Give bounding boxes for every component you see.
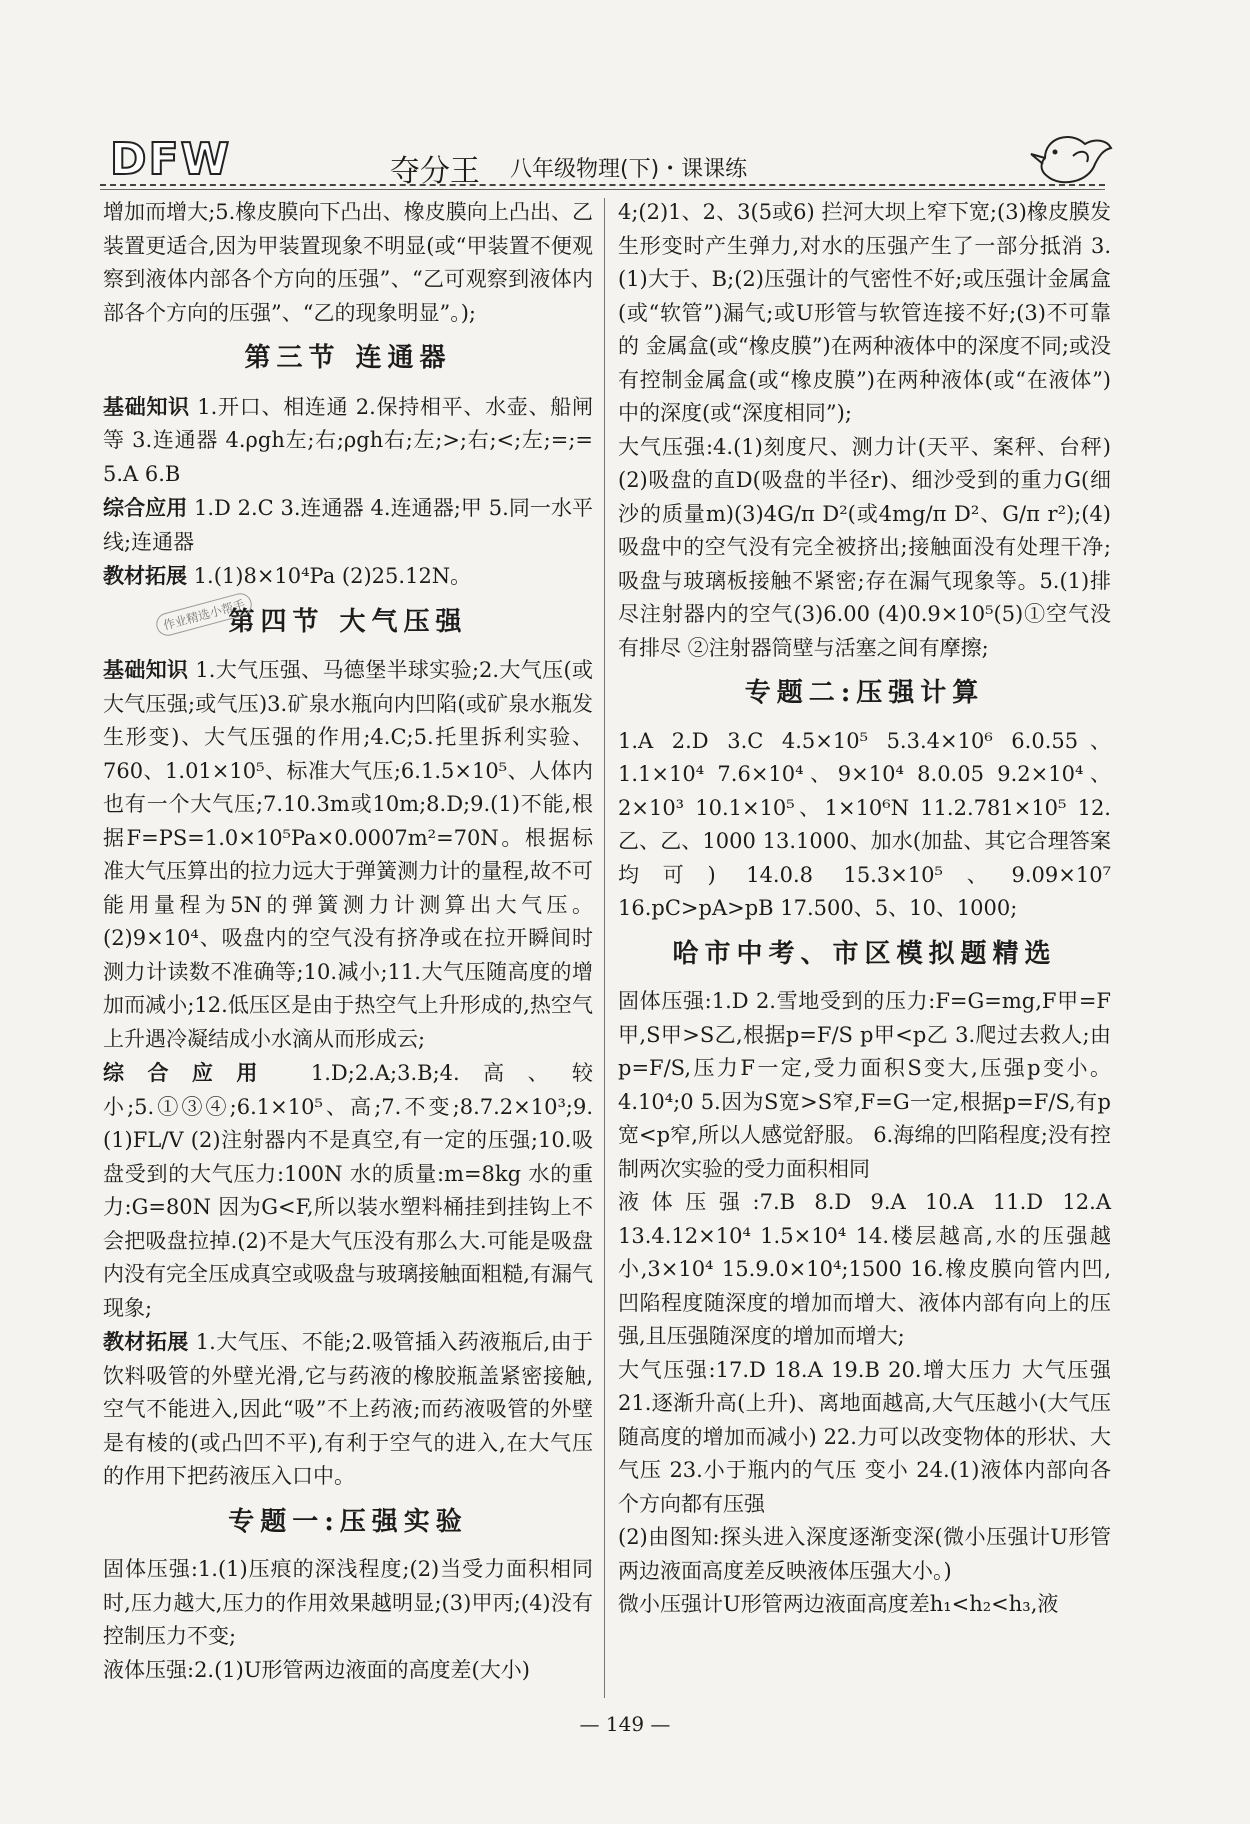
paragraph-text: 固体压强:1.(1)压痕的深浅程度;(2)当受力面积相同时,压力越大,压力的作用效果越明显;(3)甲丙;(4)没有控制压力不变; — [103, 1557, 593, 1648]
section-heading — [618, 938, 1111, 972]
paragraph-label: 综合应用 — [103, 495, 188, 520]
paragraph — [103, 1325, 593, 1494]
paragraph-text: 固体压强:1.D 2.雪地受到的压力:F=G=mg,F甲=F甲,S甲>S乙,根据p=F/S p甲<p乙 3.爬过去救人;由p=F/S,压力F一定,受力面积S变大,压强p变小。 4.10⁴;0 5.因为S宽>S窄,F=G一定,根据p=F/S,有p宽<p窄,所以人感觉舒服。 6.海绵的凹陷程度;没有控制两次实验的受力面积相同 — [618, 989, 1111, 1181]
paragraph — [103, 1553, 593, 1654]
paragraph — [618, 725, 1111, 926]
paragraph-text: 1.大气压、不能;2.吸管插入药液瓶后,由于饮料吸管的外壁光滑,它与药液的橡胶瓶盖紧密接触,空气不能进入,因此“吸”不上药液;而药液吸管的外壁是有棱的(或凸凹不平),有利于空气的进入,在大气压的作用下把药液压入口中。 — [103, 1330, 594, 1488]
book-subtitle: 八年级物理(下)・课课练 — [510, 157, 748, 182]
paragraph-text: 1.大气压强、马德堡半球实验;2.大气压(或大气压强;或气压)3.矿泉水瓶向内凹陷(或矿泉水瓶发生形变)、大气压强的作用;4.C;5.托里拆利实验、760、1.01×10⁵、标准大气压;6.1.5×10⁵、人体内也有一个大气压;7.10.3m或10m;8.D;9.(1)不能,根据F=PS=1.0×10⁵Pa×0.0007m²=70N。根据标准大气压算出的拉力远大于弹簧测力计的量程,故不可能用量程为5N的弹簧测力计测算出大气压。(2)9×10⁴、吸盘内的空气没有挤净或在拉开瞬间时测力计读数不准确等;10.减小;11.大气压随高度的增加而减小;12.低压区是由于热空气上升形成的,热空气上升遇冷凝结成小水滴从而形成云; — [103, 658, 594, 1051]
section-heading-text: 专题一:压强实验 — [228, 1506, 468, 1537]
bird-icon — [1025, 118, 1115, 194]
paragraph — [618, 1186, 1111, 1354]
paragraph-text: 1.A 2.D 3.C 4.5×10⁵ 5.3.4×10⁶ 6.0.55、1.1×10⁴ 7.6×10⁴、9×10⁴ 8.0.05 9.2×10⁴、2×10³ 10.1×10⁵、1×10⁶N 11.2.781×10⁵ 12.乙、乙、1000 13.1000、加水(加盐、其它合理答案均可) 14.0.8 15.3×10⁵、9.09×10⁷ 16.pC>pA>pB 17.500、5、10、1000; — [618, 728, 1111, 920]
section-heading — [618, 677, 1111, 711]
paragraph-text: 增加而增大;5.橡皮膜向下凸出、橡皮膜向上凸出、乙装置更适合,因为甲装置现象不明显(或“甲装置不便观察到液体内部各个方向的压强”、“乙可观察到液体内部各个方向的压强”、“乙的现象明显”。); — [103, 200, 593, 325]
book-title: 夺分王 — [390, 154, 480, 189]
paragraph — [618, 1521, 1111, 1588]
column-divider — [604, 198, 605, 1698]
logo: DFW — [110, 134, 232, 185]
section-heading — [103, 1506, 593, 1540]
paragraph-text: 4;(2)1、2、3(5或6) 拦河大坝上窄下宽;(3)橡皮膜发生形变时产生弹力,对水的压强产生了一部分抵消 3.(1)大于、B;(2)压强计的气密性不好;或压强计金属盒(或“软管”)漏气;或U形管与软管连接不好;(3)不可靠的 金属盒(或“橡皮膜”)在两种液体中的深度不同;或没有控制金属盒(或“橡皮膜”)在两种液体(或“在液体”)中的深度(或“深度相同”); — [618, 200, 1111, 425]
paragraph-text: 大气压强:4.(1)刻度尺、测力计(天平、案秤、台秤)(2)吸盘的直D(吸盘的半径r)、细沙受到的重力G(细沙的质量m)(3)4G/π D²(或4mg/π D²、G/π r²);(4)吸盘中的空气没有完全被挤出;接触面没有处理干净;吸盘与玻璃板接触不紧密;存在漏气现象等。5.(1)排尽注射器内的空气(3)6.00 (4)0.9×10⁵(5)①空气没有排尽 ②注射器筒壁与活塞之间有摩擦; — [618, 434, 1111, 660]
paragraph-text: 液体压强:7.B 8.D 9.A 10.A 11.D 12.A 13.4.12×10⁴ 1.5×10⁴ 14.楼层越高,水的压强越小,3×10⁴ 15.9.0×10⁴;1500 16.橡皮膜向管内凹,凹陷程度随深度的增加而增大、液体内部有向上的压强,且压强随深度的增加而增大; — [618, 1190, 1111, 1348]
left-column — [103, 196, 593, 1687]
paragraph-label: 综合应用 — [103, 1060, 281, 1085]
paragraph-text: 1.(1)8×10⁴Pa (2)25.12N。 — [187, 564, 472, 588]
paragraph-text: 1.D;2.A;3.B;4.高、较小;5.①③④;6.1×10⁵、高;7.不变;8.7.2×10³;9.(1)FL/V (2)注射器内不是真空,有一定的压强;10.吸盘受到的大气压力:100N 水的质量:m=8kg 水的重力:G=80N 因为G<F,所以装水塑料桶挂到挂钩上不会把吸盘拉掉.(2)不是大气压没有那么大.可能是吸盘内没有完全压成真空或吸盘与玻璃接触面粗糙,有漏气现象; — [103, 1061, 594, 1320]
paragraph — [103, 1654, 593, 1688]
paragraph-text: (2)由图知:探头进入深度逐渐变深(微小压强计U形管两边液面高度差反映液体压强大小。) — [618, 1525, 1111, 1583]
header — [100, 128, 1120, 190]
paragraph — [103, 1056, 593, 1325]
paragraph-text: 1.D 2.C 3.连通器 4.连通器;甲 5.同一水平线;连通器 — [103, 496, 594, 554]
paragraph — [618, 1354, 1111, 1522]
paragraph-label: 基础知识 — [103, 657, 189, 682]
paragraph-text: 1.开口、相连通 2.保持相平、水壶、船闸等 3.连通器 4.ρgh左;右;ρgh右;左;>;右;<;左;=;= 5.A 6.B — [103, 394, 594, 486]
paragraph — [618, 1588, 1111, 1622]
section-heading-text: 专题二:压强计算 — [744, 678, 985, 708]
paragraph-text: 液体压强:2.(1)U形管两边液面的高度差(大小) — [103, 1657, 530, 1682]
paragraph-text: 大气压强:17.D 18.A 19.B 20.增大压力 大气压强 21.逐渐升高(上升)、离地面越高,大气压越小(大气压随高度的增加而减小) 22.力可以改变物体的形状、大气压 23.小于瓶内的气压 变小 24.(1)液体内部向各个方向都有压强 — [618, 1357, 1111, 1516]
watermark-stamp: 作业精选小帮手 — [154, 591, 255, 639]
paragraph — [103, 196, 593, 330]
paragraph — [103, 491, 593, 559]
page-number: — 149 — — [579, 1712, 671, 1736]
paragraph — [618, 985, 1111, 1186]
right-column — [618, 196, 1111, 1622]
paragraph — [103, 559, 593, 594]
section-heading-text: 第三节 连通器 — [244, 343, 452, 373]
section-heading-text: 哈市中考、市区模拟题精选 — [672, 938, 1057, 969]
header-rule-thin — [100, 189, 1105, 190]
paragraph-text: 微小压强计U形管两边液面高度差h₁<h₂<h₃,液 — [618, 1592, 1059, 1616]
section-heading-text: 第四节 大气压强 — [228, 606, 468, 637]
paragraph-label: 教材拓展 — [103, 563, 187, 588]
section-heading — [103, 342, 593, 376]
paragraph-label: 基础知识 — [103, 393, 190, 419]
paragraph — [103, 390, 593, 492]
paragraph — [618, 431, 1111, 666]
header-rule — [100, 184, 1105, 186]
paragraph — [103, 653, 593, 1056]
paragraph-label: 教材拓展 — [103, 1329, 189, 1354]
paragraph — [618, 196, 1111, 431]
